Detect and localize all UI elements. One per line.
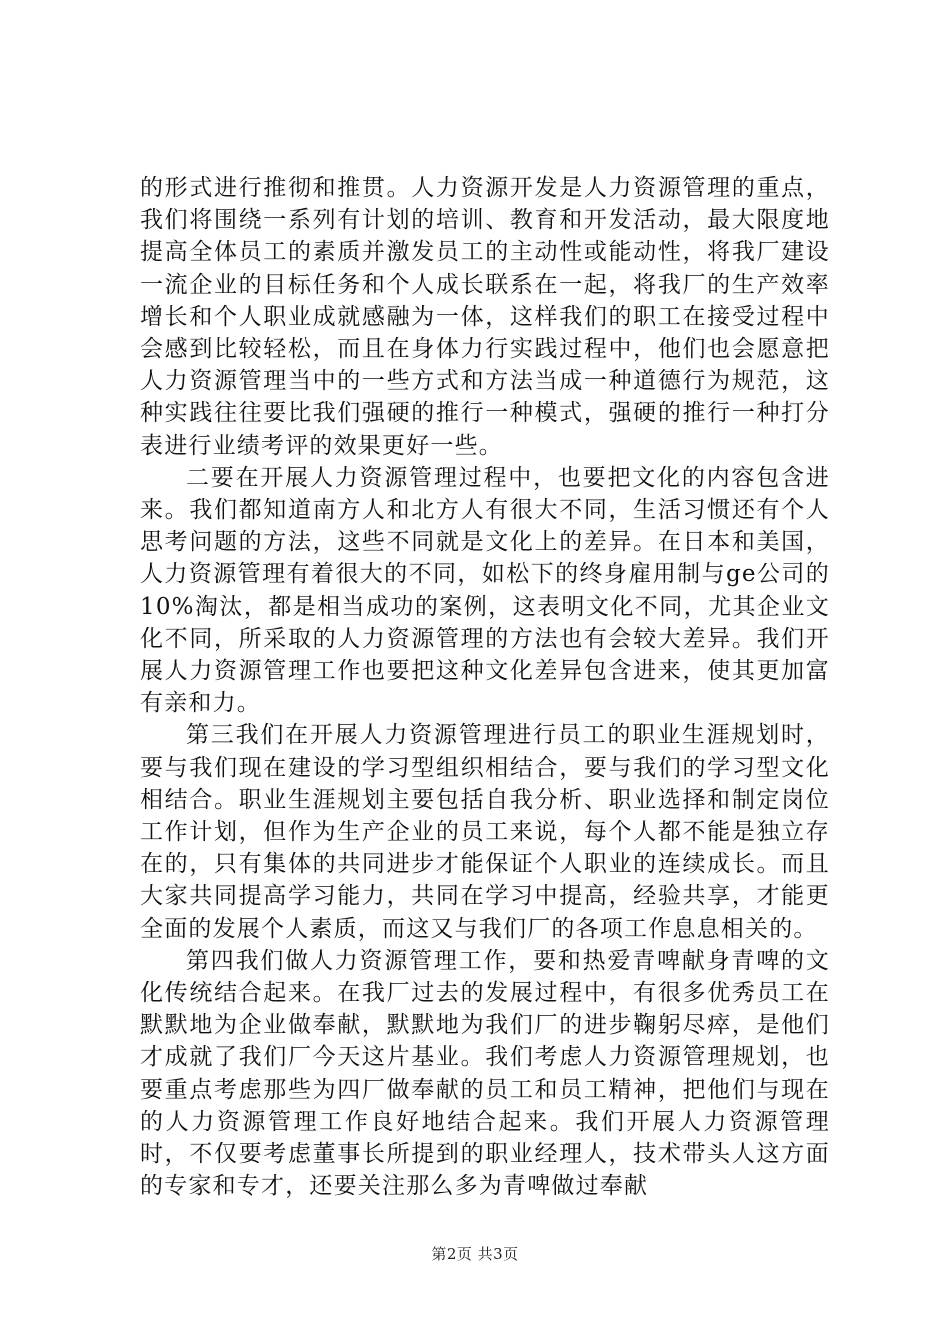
paragraph-fourth-point: 第四我们做人力资源管理工作，要和热爱青啤献身青啤的文化传统结合起来。在我厂过去的发展过程中，有很多优秀员工在默默地为企业做奉献，默默地为我们厂的进步鞠躬尽瘁，是他们才成就了我们厂今天这片基业。我们考虑人力资源管理规划，也要重点考虑那些为四厂做奉献的员工和员工精神，把他们与现在的人力资源管理工作良好地结合起来。我们开展人力资源管理时，不仅要考虑董事长所提到的职业经理人，技术带头人这方面的专家和专才，还要关注那么多为青啤做过奉献 (140, 947, 830, 1200)
document-body (140, 172, 830, 1203)
paragraph-second-point: 二要在开展人力资源管理过程中，也要把文化的内容包含进来。我们都知道南方人和北方人有很大不同，生活习惯还有个人思考问题的方法，这些不同就是文化上的差异。在日本和美国，人力资源管理有着很大的不同，如松下的终身雇用制与ge公司的10%淘汰，都是相当成功的案例，这表明文化不同，尤其企业文化不同，所采取的人力资源管理的方法也有会较大差异。我们开展人力资源管理工作也要把这种文化差异包含进来，使其更加富有亲和力。 (140, 464, 830, 717)
paragraph-continuation: 的形式进行推彻和推贯。人力资源开发是人力资源管理的重点，我们将围绕一系列有计划的培训、教育和开发活动，最大限度地提高全体员工的素质并激发员工的主动性或能动性，将我厂建设一流企业的目标任务和个人成长联系在一起，将我厂的生产效率增长和个人职业成就感融为一体，这样我们的职工在接受过程中会感到比较轻松，而且在身体力行实践过程中，他们也会愿意把人力资源管理当中的一些方式和方法当成一种道德行为规范，这种实践往往要比我们强硬的推行一种模式，强硬的推行一种打分表进行业绩考评的效果更好一些。 (140, 175, 830, 459)
page-number-footer: 第2页 共3页 (431, 1245, 519, 1263)
paragraph-third-point: 第三我们在开展人力资源管理进行员工的职业生涯规划时，要与我们现在建设的学习型组织相结合，要与我们的学习型文化相结合。职业生涯规划主要包括自我分析、职业选择和制定岗位工作计划，但作为生产企业的员工来说，每个人都不能是独立存在的，只有集体的共同进步才能保证个人职业的连续成长。而且大家共同提高学习能力，共同在学习中提高，经验共享，才能更全面的发展个人素质，而这又与我们厂的各项工作息息相关的。 (140, 722, 830, 942)
